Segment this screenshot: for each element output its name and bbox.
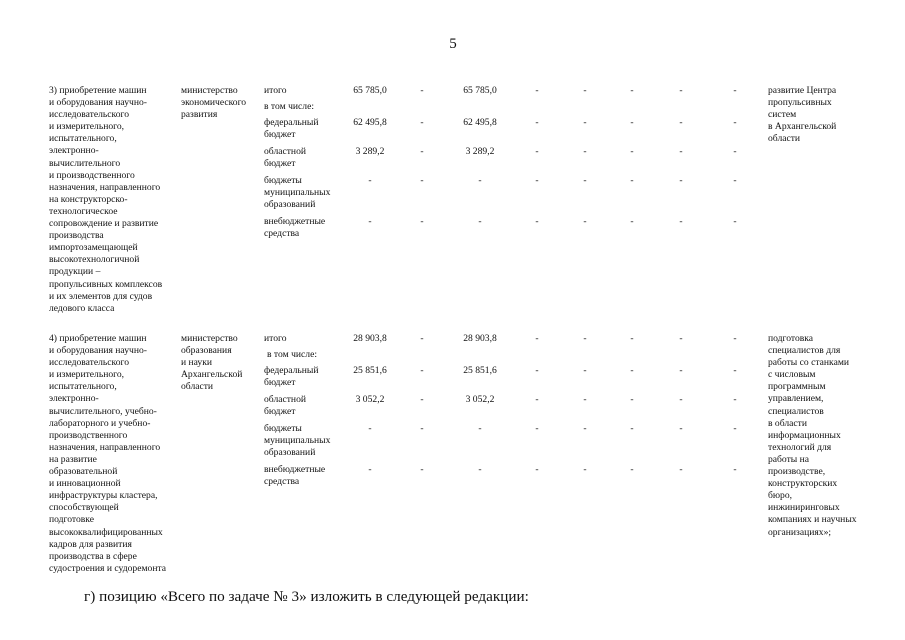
value-total: 25 851,6 bbox=[353, 365, 387, 376]
value-dash: - bbox=[420, 423, 424, 434]
measure-text: 4) приобретение машин и оборудования научно- исследовательского и измерительного, испытательного, электронно- вычислительного, учебно- лабораторного и учебно- производственного назначения, направленного на развитие образовательной и инновационной инфраструктуры кластера, способствующей подготовке высококвалифицированных кадров для развития производства в сфере судостроения и судоремонта bbox=[49, 333, 167, 574]
value-dash: - bbox=[583, 85, 587, 96]
value-total: 28 903,8 bbox=[353, 333, 387, 344]
value-dash: - bbox=[630, 216, 634, 227]
source-label: итого bbox=[264, 85, 287, 96]
value-total: - bbox=[368, 464, 372, 475]
value-dash: - bbox=[535, 146, 539, 157]
value-dash: - bbox=[583, 464, 587, 475]
page-number: 5 bbox=[449, 36, 457, 52]
value-dash: - bbox=[733, 117, 737, 128]
value-dash: - bbox=[535, 333, 539, 344]
value-dash: - bbox=[630, 333, 634, 344]
value-dash: - bbox=[583, 216, 587, 227]
value-dash: - bbox=[420, 216, 424, 227]
amendment-instruction: г) позицию «Всего по задаче № 3» изложить в следующей редакции: bbox=[84, 588, 529, 605]
source-label: областной бюджет bbox=[264, 394, 307, 418]
value-dash: - bbox=[535, 117, 539, 128]
value-dash: - bbox=[630, 175, 634, 186]
value-dash: - bbox=[679, 333, 683, 344]
value-dash: - bbox=[583, 394, 587, 405]
value-year: - bbox=[478, 216, 482, 227]
source-label: федеральный бюджет bbox=[264, 365, 319, 389]
source-label: в том числе: bbox=[267, 349, 318, 360]
value-dash: - bbox=[679, 423, 683, 434]
value-total: 65 785,0 bbox=[353, 85, 387, 96]
value-dash: - bbox=[583, 333, 587, 344]
value-dash: - bbox=[535, 464, 539, 475]
value-year: - bbox=[478, 423, 482, 434]
value-dash: - bbox=[679, 146, 683, 157]
value-year: 3 052,2 bbox=[465, 394, 495, 405]
value-dash: - bbox=[733, 216, 737, 227]
value-total: - bbox=[368, 175, 372, 186]
value-dash: - bbox=[679, 365, 683, 376]
value-dash: - bbox=[733, 333, 737, 344]
value-dash: - bbox=[535, 85, 539, 96]
value-dash: - bbox=[420, 175, 424, 186]
value-dash: - bbox=[679, 216, 683, 227]
value-dash: - bbox=[583, 423, 587, 434]
value-dash: - bbox=[630, 146, 634, 157]
value-dash: - bbox=[630, 464, 634, 475]
value-year: 25 851,6 bbox=[463, 365, 497, 376]
value-dash: - bbox=[679, 394, 683, 405]
value-dash: - bbox=[733, 365, 737, 376]
value-dash: - bbox=[630, 423, 634, 434]
value-year: 65 785,0 bbox=[463, 85, 497, 96]
value-dash: - bbox=[583, 117, 587, 128]
value-dash: - bbox=[535, 365, 539, 376]
value-total: 62 495,8 bbox=[353, 117, 387, 128]
value-dash: - bbox=[583, 146, 587, 157]
value-dash: - bbox=[420, 146, 424, 157]
value-dash: - bbox=[535, 216, 539, 227]
source-label: федеральный бюджет bbox=[264, 117, 319, 141]
value-dash: - bbox=[583, 365, 587, 376]
value-dash: - bbox=[420, 85, 424, 96]
value-dash: - bbox=[535, 423, 539, 434]
value-dash: - bbox=[679, 85, 683, 96]
value-year: 28 903,8 bbox=[463, 333, 497, 344]
executor-text: министерство образования и науки Архангельской области bbox=[181, 333, 243, 393]
value-dash: - bbox=[630, 117, 634, 128]
source-label: областной бюджет bbox=[264, 146, 307, 170]
value-dash: - bbox=[535, 175, 539, 186]
result-text: развитие Центра пропульсивных систем в Архангельской области bbox=[768, 85, 837, 145]
value-dash: - bbox=[679, 175, 683, 186]
value-dash: - bbox=[630, 365, 634, 376]
source-label: итого bbox=[264, 333, 287, 344]
value-dash: - bbox=[733, 175, 737, 186]
value-dash: - bbox=[535, 394, 539, 405]
result-text: подготовка специалистов для работы со станками с числовым программным управлением, специалистов в области информационных технологий для работы на производстве, конструкторских бюро, инжиниринговых компаниях и научных организациях»; bbox=[768, 333, 857, 538]
value-dash: - bbox=[733, 464, 737, 475]
value-year: - bbox=[478, 464, 482, 475]
value-dash: - bbox=[420, 333, 424, 344]
source-label: внебюджетные средства bbox=[264, 464, 326, 488]
value-dash: - bbox=[420, 464, 424, 475]
value-dash: - bbox=[733, 394, 737, 405]
source-label: бюджеты муниципальных образований bbox=[264, 423, 331, 459]
value-total: - bbox=[368, 216, 372, 227]
value-dash: - bbox=[733, 85, 737, 96]
value-dash: - bbox=[679, 464, 683, 475]
value-dash: - bbox=[733, 423, 737, 434]
value-dash: - bbox=[583, 175, 587, 186]
source-label: в том числе: bbox=[264, 101, 315, 112]
value-year: - bbox=[478, 175, 482, 186]
source-label: внебюджетные средства bbox=[264, 216, 326, 240]
executor-text: министерство экономического развития bbox=[181, 85, 247, 121]
value-dash: - bbox=[420, 117, 424, 128]
value-year: 62 495,8 bbox=[463, 117, 497, 128]
value-dash: - bbox=[420, 394, 424, 405]
value-dash: - bbox=[420, 365, 424, 376]
value-dash: - bbox=[630, 85, 634, 96]
value-total: 3 289,2 bbox=[355, 146, 385, 157]
value-total: 3 052,2 bbox=[355, 394, 385, 405]
source-label: бюджеты муниципальных образований bbox=[264, 175, 331, 211]
measure-text: 3) приобретение машин и оборудования научно- исследовательского и измерительного, испытательного, электронно- вычислительного и производственного назначения, направленного на конструкторско- технологическое сопровождение и развитие производства импортозамещающей высокотехнологичной продукции – пропульсивных комплексов и их элементов для судов ледового класса bbox=[49, 85, 163, 314]
value-total: - bbox=[368, 423, 372, 434]
value-dash: - bbox=[630, 394, 634, 405]
value-dash: - bbox=[679, 117, 683, 128]
value-year: 3 289,2 bbox=[465, 146, 495, 157]
value-dash: - bbox=[733, 146, 737, 157]
